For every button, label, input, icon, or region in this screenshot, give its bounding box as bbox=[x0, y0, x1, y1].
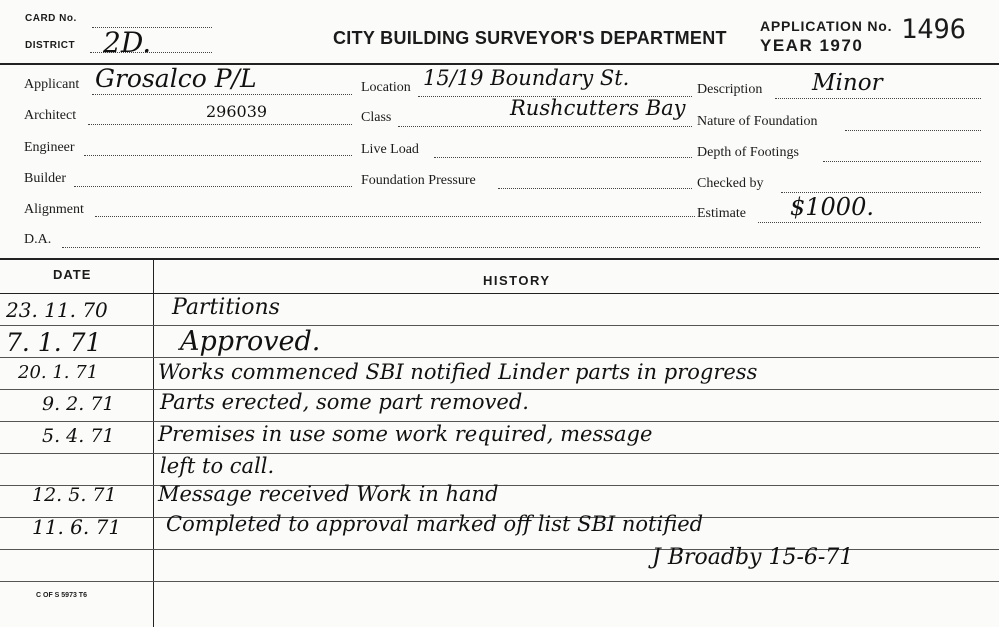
history-date: 9. 2. 71 bbox=[42, 393, 115, 415]
estimate-value: $1000. bbox=[790, 193, 874, 221]
alignment-label: Alignment bbox=[24, 202, 84, 217]
history-entry: Premises in use some work required, message bbox=[158, 422, 653, 446]
history-date: 12. 5. 71 bbox=[32, 484, 117, 506]
signature: J Broadby 15-6-71 bbox=[652, 545, 854, 570]
foundation-pressure-line bbox=[498, 188, 692, 189]
ruled-line bbox=[0, 357, 999, 358]
estimate-label: Estimate bbox=[697, 206, 746, 221]
architect-line bbox=[88, 124, 352, 125]
description-line bbox=[775, 98, 981, 99]
history-entry: Message received Work in hand bbox=[158, 482, 499, 506]
depth-of-footings-label: Depth of Footings bbox=[697, 145, 799, 160]
district-label: DISTRICT bbox=[25, 40, 76, 51]
ruled-line bbox=[0, 581, 999, 582]
da-line bbox=[62, 247, 980, 248]
class-label: Class bbox=[361, 110, 392, 125]
ruled-line bbox=[0, 485, 999, 486]
history-entry: Completed to approval marked off list SBI notified bbox=[166, 512, 704, 536]
live-load-label: Live Load bbox=[361, 142, 419, 157]
da-label: D.A. bbox=[24, 232, 52, 247]
history-top-border bbox=[0, 258, 999, 260]
builder-label: Builder bbox=[24, 171, 66, 186]
live-load-line bbox=[434, 157, 692, 158]
history-header: HISTORY bbox=[483, 273, 551, 288]
applicant-label: Applicant bbox=[24, 77, 80, 92]
date-column-divider bbox=[153, 259, 154, 627]
architect-label: Architect bbox=[24, 108, 77, 123]
year-label: YEAR 1970 bbox=[760, 36, 864, 55]
card-no-label: CARD No. bbox=[25, 13, 77, 24]
location-label: Location bbox=[361, 80, 411, 95]
history-entry: Partitions bbox=[172, 295, 280, 320]
district-value: 2D. bbox=[103, 26, 152, 59]
alignment-line bbox=[95, 216, 695, 217]
history-date: 5. 4. 71 bbox=[42, 425, 115, 447]
nature-of-foundation-label: Nature of Foundation bbox=[697, 114, 818, 129]
form-code: C OF S 5973 T6 bbox=[36, 592, 87, 599]
history-header-divider bbox=[0, 293, 999, 294]
history-entry: left to call. bbox=[160, 454, 275, 478]
checked-by-label: Checked by bbox=[697, 176, 764, 191]
engineer-label: Engineer bbox=[24, 140, 75, 155]
application-no-value: 1496 bbox=[901, 14, 967, 45]
history-date: 11. 6. 71 bbox=[32, 515, 122, 539]
applicant-value: Grosalco P/L bbox=[95, 64, 257, 93]
applicant-line bbox=[92, 94, 352, 95]
history-entry: Works commenced SBI notified Linder parts in progress bbox=[158, 360, 758, 384]
nature-of-foundation-line bbox=[845, 130, 981, 131]
description-label: Description bbox=[697, 82, 763, 97]
description-value: Minor bbox=[812, 70, 883, 96]
class-value: Rushcutters Bay bbox=[510, 96, 686, 120]
depth-of-footings-line bbox=[823, 161, 981, 162]
history-entry: Parts erected, some part removed. bbox=[160, 390, 529, 414]
foundation-pressure-label: Foundation Pressure bbox=[361, 173, 476, 188]
history-date: 7. 1. 71 bbox=[6, 328, 102, 357]
architect-value: 296039 bbox=[206, 102, 268, 121]
department-title: CITY BUILDING SURVEYOR'S DEPARTMENT bbox=[333, 28, 727, 48]
builder-line bbox=[74, 186, 352, 187]
ruled-line bbox=[0, 325, 999, 326]
application-no-label: APPLICATION No. bbox=[760, 18, 893, 34]
class-line bbox=[398, 126, 692, 127]
ruled-line bbox=[0, 453, 999, 454]
date-header: DATE bbox=[53, 267, 92, 282]
location-value: 15/19 Boundary St. bbox=[423, 66, 630, 90]
history-date: 20. 1. 71 bbox=[18, 362, 99, 383]
history-date: 23. 11. 70 bbox=[6, 298, 108, 322]
history-entry: Approved. bbox=[180, 326, 321, 357]
engineer-line bbox=[84, 155, 352, 156]
estimate-line bbox=[758, 222, 981, 223]
